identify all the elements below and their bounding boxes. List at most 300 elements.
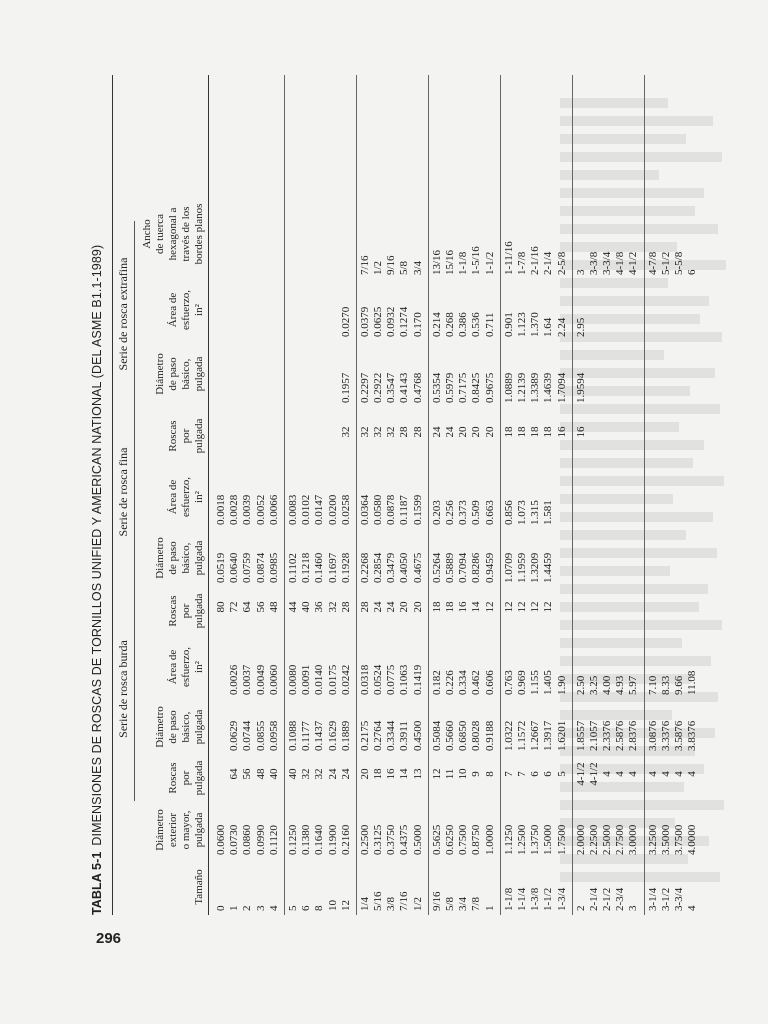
table-cell: 12	[483, 601, 496, 613]
table-cell	[601, 337, 614, 403]
table-cell: 2.7500	[614, 824, 627, 855]
column-header-2	[140, 755, 206, 801]
table-cell: 18	[515, 426, 528, 438]
table-cell: 0.4143	[398, 372, 411, 403]
table-cell	[556, 461, 569, 525]
table-cell: 36	[313, 601, 326, 613]
table-cell: 0.1697	[326, 552, 339, 583]
table-cell: 20	[398, 601, 411, 613]
table-cell: 1.1250	[502, 824, 515, 855]
table-cell: 3.0876	[646, 720, 659, 751]
table-cell	[627, 583, 640, 631]
table-cell: 12	[339, 900, 352, 911]
table-row	[647, 75, 660, 915]
table-cell: 0.0147	[313, 494, 326, 525]
table-cell: 0.2854	[372, 552, 385, 583]
table-cell: 7/16	[398, 891, 411, 911]
table-cell: 24	[385, 601, 398, 613]
table-cell: 1-11/16	[502, 241, 515, 275]
row-group	[645, 75, 703, 915]
table-cell: 18	[430, 601, 443, 613]
table-cell	[673, 275, 686, 337]
table-cell: 2-5/8	[555, 251, 568, 275]
table-cell: 0.7094	[457, 552, 470, 583]
table-cell: 3/4	[411, 260, 424, 275]
table-cell	[287, 403, 300, 461]
column-header-line: Área de	[167, 479, 179, 515]
table-cell	[300, 337, 313, 403]
table-cell: 1.7094	[555, 372, 568, 403]
table-cell: 0.0874	[254, 552, 267, 583]
table-cell: 0.0102	[300, 494, 313, 525]
table-cell: 0.0028	[228, 494, 241, 525]
table-cell: 0.5354	[430, 372, 443, 403]
table-cell: 18	[372, 768, 385, 780]
table-cell: 0.0958	[267, 720, 280, 751]
table-cell: 3.0000	[627, 824, 640, 855]
table-cell	[327, 403, 340, 461]
table-cell: 4.0000	[686, 824, 699, 855]
table-row	[300, 75, 313, 915]
table-cell: 1.64	[542, 317, 555, 337]
table-cell: 0.1274	[398, 306, 411, 337]
table-cell: 0.8028	[470, 720, 483, 751]
table-row	[457, 75, 470, 915]
table-cell: 0.4675	[411, 552, 424, 583]
table-cell: 5	[555, 771, 568, 777]
table-cell: 1/2	[372, 260, 385, 275]
table-cell: 5/8	[444, 896, 456, 911]
table-cell: 6	[542, 771, 555, 777]
table-cell: 24	[326, 768, 339, 780]
table-cell	[588, 337, 601, 403]
table-cell	[228, 403, 241, 461]
table-cell: 9/16	[385, 255, 398, 275]
table-row	[484, 75, 497, 915]
table-row	[398, 75, 411, 915]
table-cell	[556, 525, 569, 583]
table-cell	[327, 337, 340, 403]
table-cell: 32	[385, 426, 398, 438]
table-cell: 1.2500	[515, 824, 528, 855]
table-row	[241, 75, 254, 915]
table-cell: 7	[502, 771, 515, 777]
table-cell: 0.3750	[385, 824, 398, 855]
table-cell: 0.0524	[372, 664, 385, 695]
table-title-text: DIMENSIONES DE ROSCAS DE TORNILLOS UNIFIED Y AMERICAN NATIONAL (DEL ASME B1.1-1989)	[90, 244, 104, 846]
table-cell	[575, 583, 588, 631]
table-cell: 1.4459	[542, 552, 555, 583]
table-cell	[686, 337, 699, 403]
table-cell: 4	[627, 771, 640, 777]
table-row	[372, 75, 385, 915]
table-cell	[313, 403, 326, 461]
table-cell: 3.3376	[659, 720, 672, 751]
table-cell: 0.856	[502, 500, 515, 525]
table-cell: 14	[398, 768, 411, 780]
table-cell	[601, 525, 614, 583]
table-cell: 1.370	[529, 312, 542, 337]
table-cell: 3	[627, 905, 640, 911]
table-cell: 4	[267, 905, 280, 911]
table-cell	[287, 275, 300, 337]
table-cell	[673, 525, 686, 583]
table-cell: 0.9459	[483, 552, 496, 583]
row-group	[501, 75, 573, 915]
row-group	[213, 75, 285, 915]
table-cell	[660, 461, 673, 525]
table-cell: 0.0759	[241, 552, 254, 583]
table-row	[556, 75, 569, 915]
table-cell: 9.66	[673, 675, 685, 695]
column-header-6	[140, 529, 206, 587]
table-cell: 0.256	[444, 500, 456, 525]
table-cell	[255, 275, 268, 337]
table-cell: 4-1/2	[627, 251, 640, 275]
table-cell: 0.0049	[254, 664, 267, 695]
table-cell: 0.462	[470, 670, 483, 695]
column-header-line: de tuerca	[154, 214, 166, 254]
table-cell: 0.334	[457, 670, 470, 695]
table-cell: 13/16	[430, 249, 443, 275]
column-header-line: esfuerzo,	[180, 477, 192, 518]
table-cell: 3.8376	[686, 720, 699, 751]
table-cell: 1.90	[555, 675, 568, 695]
table-cell: 0.1177	[300, 721, 313, 751]
table-cell	[588, 403, 601, 461]
column-header-line: pulgada	[193, 709, 205, 745]
table-cell: 1.3917	[542, 720, 555, 751]
table-cell: 4.00	[601, 675, 614, 695]
table-cell: 2.5876	[614, 720, 627, 751]
table-cell: 12	[529, 601, 542, 613]
table-cell: 48	[254, 768, 267, 780]
table-cell: 5/8	[398, 260, 411, 275]
table-cell: 2.50	[574, 675, 587, 695]
table-cell: 40	[267, 768, 280, 780]
table-cell: 0.2500	[358, 824, 371, 855]
table-cell: 1.1572	[515, 720, 528, 751]
table-cell: 0.1102	[286, 553, 299, 583]
table-cell: 18	[529, 426, 542, 438]
table-cell: 1.0889	[502, 372, 515, 403]
table-row	[340, 75, 353, 915]
table-cell: 0.0258	[339, 494, 352, 525]
table-cell	[575, 461, 588, 525]
table-cell: 3-1/2	[659, 887, 672, 911]
row-group	[429, 75, 501, 915]
table-cell: 3/4	[457, 896, 470, 911]
table-cell: 6	[300, 905, 313, 911]
table-cell	[627, 403, 640, 461]
table-cell: 0.8750	[470, 824, 483, 855]
table-cell: 0.1957	[339, 372, 352, 403]
table-cell	[228, 275, 241, 337]
table-cell: 0.226	[444, 670, 456, 695]
table-cell: 32	[300, 768, 313, 780]
table-cell	[627, 275, 640, 337]
table-cell: 2.1057	[587, 720, 600, 751]
table-row	[228, 75, 241, 915]
table-row	[542, 75, 555, 915]
table-row	[575, 75, 588, 915]
column-header-8	[140, 407, 206, 465]
table-cell: 1/2	[411, 896, 424, 911]
table-cell: 24	[430, 426, 443, 438]
table-cell	[241, 337, 254, 403]
table-title	[90, 75, 110, 915]
table-cell: 0.0037	[241, 664, 254, 695]
table-cell: 16	[555, 426, 568, 438]
table-cell	[228, 337, 241, 403]
table-cell: 0.9675	[483, 372, 496, 403]
table-cell	[673, 337, 686, 403]
row-group	[285, 75, 357, 915]
table-cell: 0.7500	[457, 824, 470, 855]
column-header-line: Diámetro	[154, 537, 166, 579]
table-cell: 0.214	[430, 312, 443, 337]
table-cell: 1.0709	[502, 552, 515, 583]
table-cell	[588, 461, 601, 525]
table-cell: 1-3/8	[529, 887, 542, 911]
table-cell	[215, 337, 228, 403]
table-cell: 0.2268	[358, 552, 371, 583]
table-cell: 1.3389	[529, 372, 542, 403]
column-header-line: pulgada	[193, 593, 205, 629]
group-header-fine: Serie de rosca fina	[116, 447, 130, 537]
table-row	[268, 75, 281, 915]
table-cell: 1-7/8	[515, 251, 528, 275]
column-header-line: Ancho	[141, 219, 153, 249]
table-cell	[588, 583, 601, 631]
table-cell: 48	[267, 601, 280, 613]
table-cell: 4-1/2	[587, 762, 600, 786]
table-cell: 0.1419	[411, 664, 424, 695]
group-rule-coarse	[134, 577, 135, 801]
table-cell: 0.3911	[398, 721, 411, 751]
table-cell: 20	[483, 426, 496, 438]
column-header-line: Área de	[167, 292, 179, 328]
table-cell	[647, 461, 660, 525]
table-cell	[660, 337, 673, 403]
table-cell: 0.0878	[385, 494, 398, 525]
table-cell: 7	[515, 771, 528, 777]
table-cell: 0.3344	[385, 720, 398, 751]
table-cell: 0.182	[430, 670, 443, 695]
table-cell: 10	[326, 900, 339, 911]
table-cell: 3-3/4	[673, 887, 685, 911]
table-cell: 0.901	[502, 312, 515, 337]
table-cell: 0.7175	[457, 372, 470, 403]
column-header-line: básico,	[180, 542, 192, 574]
column-header-0	[140, 859, 206, 915]
table-cell: 2.2500	[587, 824, 600, 855]
table-cell: 2.0000	[574, 824, 587, 855]
table-cell: 28	[339, 601, 352, 613]
table-cell: 0.4768	[411, 372, 424, 403]
table-cell: 1.3750	[529, 824, 542, 855]
column-header-4	[140, 635, 206, 699]
table-cell	[614, 337, 627, 403]
page-number: 296	[96, 930, 122, 947]
table-cell	[313, 185, 326, 275]
table-cell: 4	[601, 771, 614, 777]
table-cell: 0.6850	[457, 720, 470, 751]
table-cell: 56	[241, 768, 254, 780]
table-cell: 2.24	[555, 317, 568, 337]
table-cell: 0.203	[430, 500, 443, 525]
table-row	[215, 75, 228, 915]
table-row	[673, 75, 686, 915]
table-cell: 10	[457, 768, 470, 780]
column-header-10	[140, 279, 206, 341]
table-cell: 4	[646, 771, 659, 777]
column-header-line: Roscas	[167, 420, 179, 452]
table-cell	[300, 275, 313, 337]
table-cell: 0.268	[444, 312, 456, 337]
table-cell	[660, 403, 673, 461]
table-cell: 8.33	[659, 675, 672, 695]
table-cell	[627, 525, 640, 583]
table-cell: 28	[398, 426, 411, 438]
table-cell: 0.5264	[430, 552, 443, 583]
column-header-7	[140, 465, 206, 529]
table-cell: 0.1460	[313, 552, 326, 583]
table-cell	[268, 275, 281, 337]
table-cell: 0.0052	[254, 494, 267, 525]
table-cell	[686, 275, 699, 337]
column-header-line: básico,	[180, 711, 192, 743]
table-cell: 20	[358, 768, 371, 780]
table-cell: 3.2500	[646, 824, 659, 855]
table-row	[444, 75, 457, 915]
table-cell	[241, 403, 254, 461]
table-cell	[241, 185, 254, 275]
table-cell	[647, 275, 660, 337]
table-cell: 1.0000	[483, 824, 496, 855]
table-cell	[673, 461, 686, 525]
table-cell: 0.170	[411, 312, 424, 337]
table-cell: 0.763	[502, 670, 515, 695]
table-cell: 0.5889	[444, 552, 456, 583]
table-cell: 1-1/8	[457, 251, 470, 275]
table-cell	[673, 403, 686, 461]
table-cell: 24	[339, 768, 352, 780]
table-cell	[660, 525, 673, 583]
table-cell	[673, 583, 686, 631]
table-cell	[601, 583, 614, 631]
table-cell: 1-1/2	[542, 887, 555, 911]
table-cell: 1.581	[542, 500, 555, 525]
table-cell: 0.2922	[372, 372, 385, 403]
table-cell: 3	[574, 269, 587, 275]
table-cell	[287, 337, 300, 403]
table-cell: 0.2160	[339, 824, 352, 855]
table-cell	[686, 583, 699, 631]
column-header-line: Área de	[167, 649, 179, 685]
table-cell: 5	[286, 905, 299, 911]
table-row	[601, 75, 614, 915]
table-row	[614, 75, 627, 915]
table-cell: 1.6201	[555, 720, 568, 751]
table-cell: 0.0270	[339, 306, 352, 337]
table-cell: 72	[228, 601, 241, 613]
table-cell: 0.3125	[372, 824, 385, 855]
rotated-table-sheet	[90, 75, 730, 915]
table-cell: 6	[686, 269, 699, 275]
table-cell: 4-1/2	[574, 762, 587, 786]
table-cell: 0.0775	[385, 664, 398, 695]
table-row	[516, 75, 529, 915]
table-cell: 40	[286, 768, 299, 780]
table-cell	[255, 337, 268, 403]
table-cell: 0.0640	[228, 552, 241, 583]
table-row	[503, 75, 516, 915]
table-cell: 0.1088	[286, 720, 299, 751]
table-cell	[268, 403, 281, 461]
table-cell	[268, 185, 281, 275]
table-cell: 2	[574, 905, 587, 911]
table-cell: 0.711	[483, 312, 496, 337]
table-cell: 32	[372, 426, 385, 438]
table-cell: 1.315	[529, 500, 542, 525]
table-cell: 1-3/4	[555, 887, 568, 911]
table-cell: 5/16	[372, 891, 385, 911]
table-cell: 0.1380	[300, 824, 313, 855]
table-cell: 4	[614, 771, 627, 777]
table-cell: 32	[326, 601, 339, 613]
table-cell	[327, 185, 340, 275]
table-cell: 8	[313, 905, 326, 911]
table-cell	[614, 461, 627, 525]
table-cell: 0.1900	[326, 824, 339, 855]
table-cell: 0.5625	[430, 824, 443, 855]
table-cell	[215, 695, 228, 751]
table-cell: 0.5979	[444, 372, 456, 403]
column-header-9	[140, 341, 206, 407]
table-cell: 11	[444, 768, 456, 780]
table-cell	[614, 583, 627, 631]
group-rule-extrafine	[134, 221, 135, 407]
table-cell	[255, 403, 268, 461]
table-cell	[215, 185, 228, 275]
table-cell: 0.8425	[470, 372, 483, 403]
table-cell: 0.1120	[267, 825, 280, 855]
table-cell: 8	[483, 771, 496, 777]
table-cell: 32	[313, 768, 326, 780]
table-cell: 0.0625	[372, 306, 385, 337]
column-header-line: de paso	[167, 710, 179, 744]
table-cell: 4	[659, 771, 672, 777]
table-cell: 0.386	[457, 312, 470, 337]
table-cell	[300, 403, 313, 461]
table-cell: 0.0932	[385, 306, 398, 337]
table-cell: 0.5660	[444, 720, 456, 751]
column-header-line: pulgada	[193, 418, 205, 454]
column-header-line: Diámetro	[154, 809, 166, 851]
table-cell: 0.0200	[326, 494, 339, 525]
column-header-line: pulgada	[193, 812, 205, 848]
table-cell: 1/4	[358, 896, 371, 911]
table-cell: 0.373	[457, 500, 470, 525]
table-cell: 0.0039	[241, 494, 254, 525]
group-header-coarse: Serie de rosca burda	[116, 640, 130, 738]
table-cell: 18	[502, 426, 515, 438]
table-cell	[340, 185, 353, 275]
column-header-line: por	[180, 770, 192, 786]
table-cell: 0	[215, 905, 227, 911]
table-cell: 0.4050	[398, 552, 411, 583]
